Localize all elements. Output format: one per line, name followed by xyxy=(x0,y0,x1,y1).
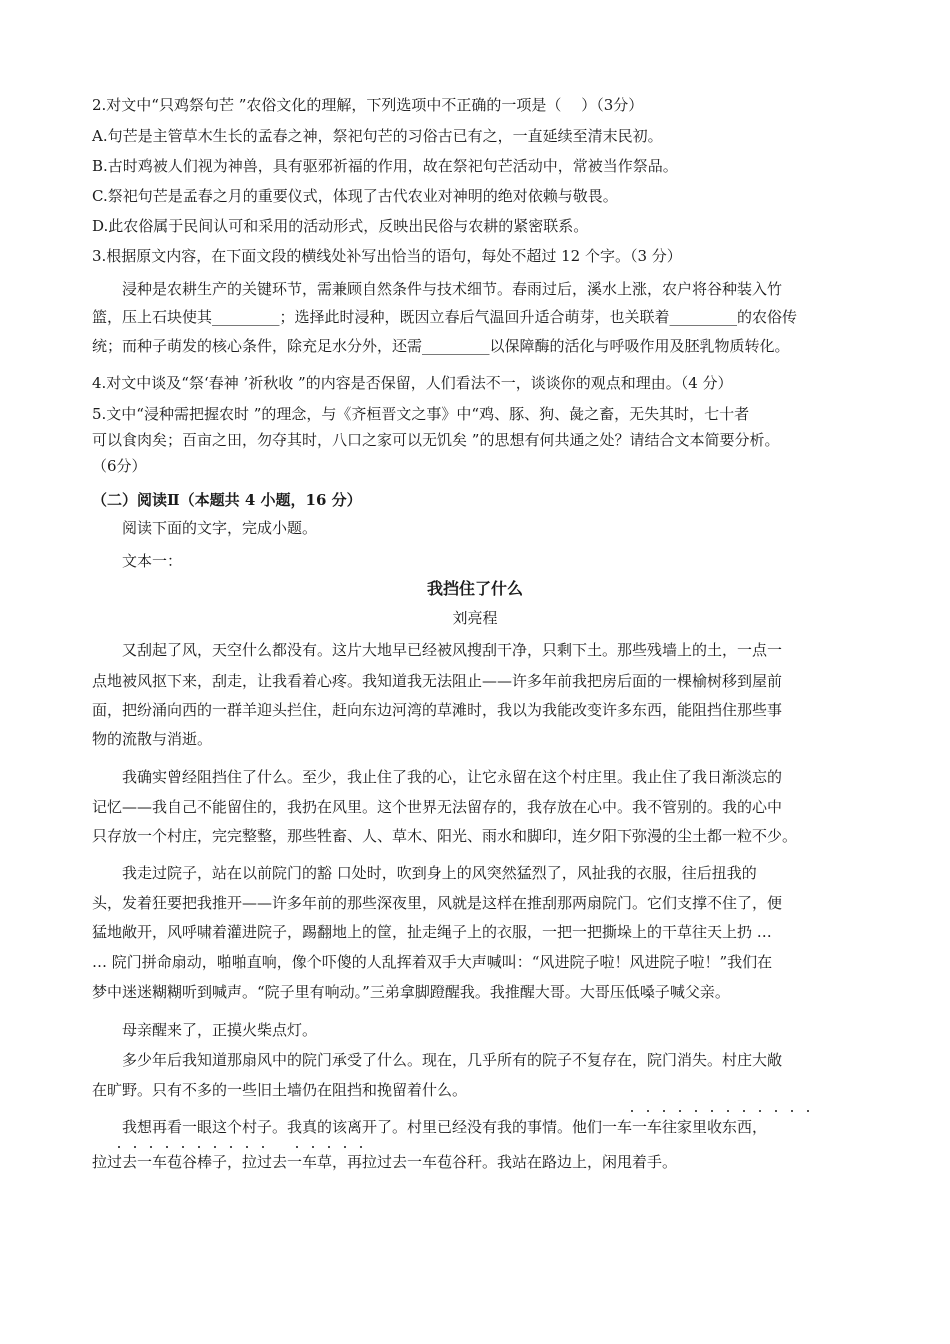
emphasis-dot xyxy=(166,1146,168,1148)
para5-line-1: 多少年后我知道那扇风中的院门承受了什么。现在，几乎所有的院子不复存在，院门消失。村庄大敞 xyxy=(122,1051,783,1069)
emphasis-dot xyxy=(246,1146,248,1148)
q2-option-b: B.古时鸡被人们视为神兽，具有驱邪祈福的作用，故在祭祀句芒活动中，常被当作祭品。 xyxy=(92,157,678,175)
emphasis-dot xyxy=(230,1146,232,1148)
q2-option-c: C.祭祀句芒是孟春之月的重要仪式，体现了古代农业对神明的绝对依赖与敬畏。 xyxy=(92,187,618,205)
para2-line-3: 只存放一个村庄，完完整整，那些牲畜、人、草木、阳光、雨水和脚印，连夕阳下弥漫的尘土都一粒不少。 xyxy=(92,827,798,845)
emphasis-dot xyxy=(711,1110,713,1112)
q2-option-d: D.此农俗属于民间认可和采用的活动形式，反映出民俗与农耕的紧密联系。 xyxy=(92,217,589,235)
emphasis-dot xyxy=(262,1146,264,1148)
emphasis-dot xyxy=(647,1110,649,1112)
para3-line-4: … 院门拼命扇动，啪啪直响，像个吓傻的人乱挥着双手大声喊叫：“风进院子啦！风进院子啦！”我们在 xyxy=(92,953,773,971)
para6-line-1: 我想再看一眼这个村子。我真的该离开了。村里已经没有我的事情。他们一车一车往家里收东西， xyxy=(122,1118,768,1136)
para3-line-3: 猛地敞开，风呼啸着灌进院子，踢翻地上的筐，扯走绳子上的衣服，一把一把撕垛上的干草往天上扔 … xyxy=(92,923,772,941)
emphasis-dot xyxy=(360,1146,362,1148)
emphasis-dot xyxy=(198,1146,200,1148)
text-label: 文本一： xyxy=(122,552,183,570)
para1-line-4: 物的流散与消逝。 xyxy=(92,730,213,748)
q5-line-2: 可以食肉矣；百亩之田，勿夺其时，八口之家可以无饥矣 ”的思想有何共通之处？请结合文本简要分析。 xyxy=(92,431,780,449)
emphasis-dot xyxy=(150,1146,152,1148)
emphasis-dot xyxy=(118,1146,120,1148)
para2-line-2: 记忆——我自己不能留住的，我扔在风里。这个世界无法留存的，我存放在心中。我不管别的。我的心中 xyxy=(92,798,783,816)
q3-passage-line-1: 浸种是农耕生产的关键环节，需兼顾自然条件与技术细节。春雨过后，溪水上涨，农户将谷种装入竹 xyxy=(122,280,783,298)
section-instruction: 阅读下面的文字，完成小题。 xyxy=(122,519,318,537)
emphasis-dot xyxy=(134,1146,136,1148)
para1-line-2: 点地被风抠下来，刮走，让我看着心疼。我知道我无法阻止——许多年前我把房后面的一棵榆树移到屋前 xyxy=(92,672,783,690)
emphasis-dot xyxy=(328,1146,330,1148)
article-author: 刘亮程 xyxy=(452,609,498,627)
para4: 母亲醒来了，正摸火柴点灯。 xyxy=(122,1021,318,1039)
q3-passage-line-3: 统；而种子萌发的核心条件，除充足水分外，还需_________以保障酶的活化与呼吸作用及胚乳物质转化。 xyxy=(92,337,790,355)
emphasis-dot xyxy=(214,1146,216,1148)
para3-line-2: 头，发着狂要把我推开——许多年前的那些深夜里，风就是这样在推刮那两扇院门。它们支撑不住了，便 xyxy=(92,894,783,912)
emphasis-dot xyxy=(695,1110,697,1112)
para1-line-1: 又刮起了风，天空什么都没有。这片大地早已经被风搜刮干净，只剩下土。那些残墙上的土，一点一 xyxy=(122,641,783,659)
emphasis-dot xyxy=(296,1146,298,1148)
emphasis-dot xyxy=(679,1110,681,1112)
article-title: 我挡住了什么 xyxy=(426,579,523,598)
para5-line-2: 在旷野。只有不多的一些旧土墙仍在阻挡和挽留着什么。 xyxy=(92,1081,468,1099)
para3-line-5: 梦中迷迷糊糊听到喊声。“院子里有响动。”三弟拿脚蹬醒我。我推醒大哥。大哥压低嗓子喊父亲。 xyxy=(92,983,730,1001)
para2-line-1: 我确实曾经阻挡住了什么。至少，我止住了我的心，让它永留在这个村庄里。我止住了我日渐淡忘的 xyxy=(122,768,783,786)
q2-stem: 2.对文中“只鸡祭句芒 ”农俗文化的理解，下列选项中不正确的一项是（ ）（3分） xyxy=(92,96,644,114)
emphasis-dot xyxy=(775,1110,777,1112)
emphasis-dot xyxy=(631,1110,633,1112)
emphasis-dot xyxy=(791,1110,793,1112)
emphasis-dot xyxy=(743,1110,745,1112)
emphasis-dot xyxy=(663,1110,665,1112)
emphasis-dot xyxy=(182,1146,184,1148)
q4-stem: 4.对文中谈及“祭‘春神 ’祈秋收 ”的内容是否保留，人们看法不一，谈谈你的观点和理由。（4 分） xyxy=(92,374,733,392)
q5-line-3: （6分） xyxy=(92,457,147,475)
section-heading: （二）阅读Ⅱ（本题共 4 小题，16 分） xyxy=(92,491,362,509)
q2-option-a: A.句芒是主管草木生长的孟春之神，祭祀句芒的习俗古已有之，一直延续至清末民初。 xyxy=(92,127,663,145)
q3-passage-line-2: 篮，压上石块使其_________；选择此时浸种，既因立春后气温回升适合萌芽，也关联着_________的农俗传 xyxy=(92,308,798,326)
para1-line-3: 面，把纷涌向西的一群羊迎头拦住，赶向东边河湾的草滩时，我以为我能改变许多东西，能阻挡住那些事 xyxy=(92,701,783,719)
emphasis-dot xyxy=(759,1110,761,1112)
emphasis-dot xyxy=(727,1110,729,1112)
emphasis-dot xyxy=(807,1110,809,1112)
emphasis-dot xyxy=(344,1146,346,1148)
emphasis-dot xyxy=(312,1146,314,1148)
para6-line-2: 拉过去一车苞谷棒子，拉过去一车草，再拉过去一车苞谷秆。我站在路边上，闲甩着手。 xyxy=(92,1153,678,1171)
para3-line-1: 我走过院子，站在以前院门的豁 口处时，吹到身上的风突然猛烈了，风扯我的衣服，往后扭我的 xyxy=(122,864,757,882)
q5-line-1: 5.文中“浸种需把握农时 ”的理念，与《齐桓晋文之事》中“鸡、豚、狗、彘之畜，无失其时，七十者 xyxy=(92,405,750,423)
q3-stem: 3.根据原文内容，在下面文段的横线处补写出恰当的语句，每处不超过 12 个字。（3 分） xyxy=(92,247,682,265)
